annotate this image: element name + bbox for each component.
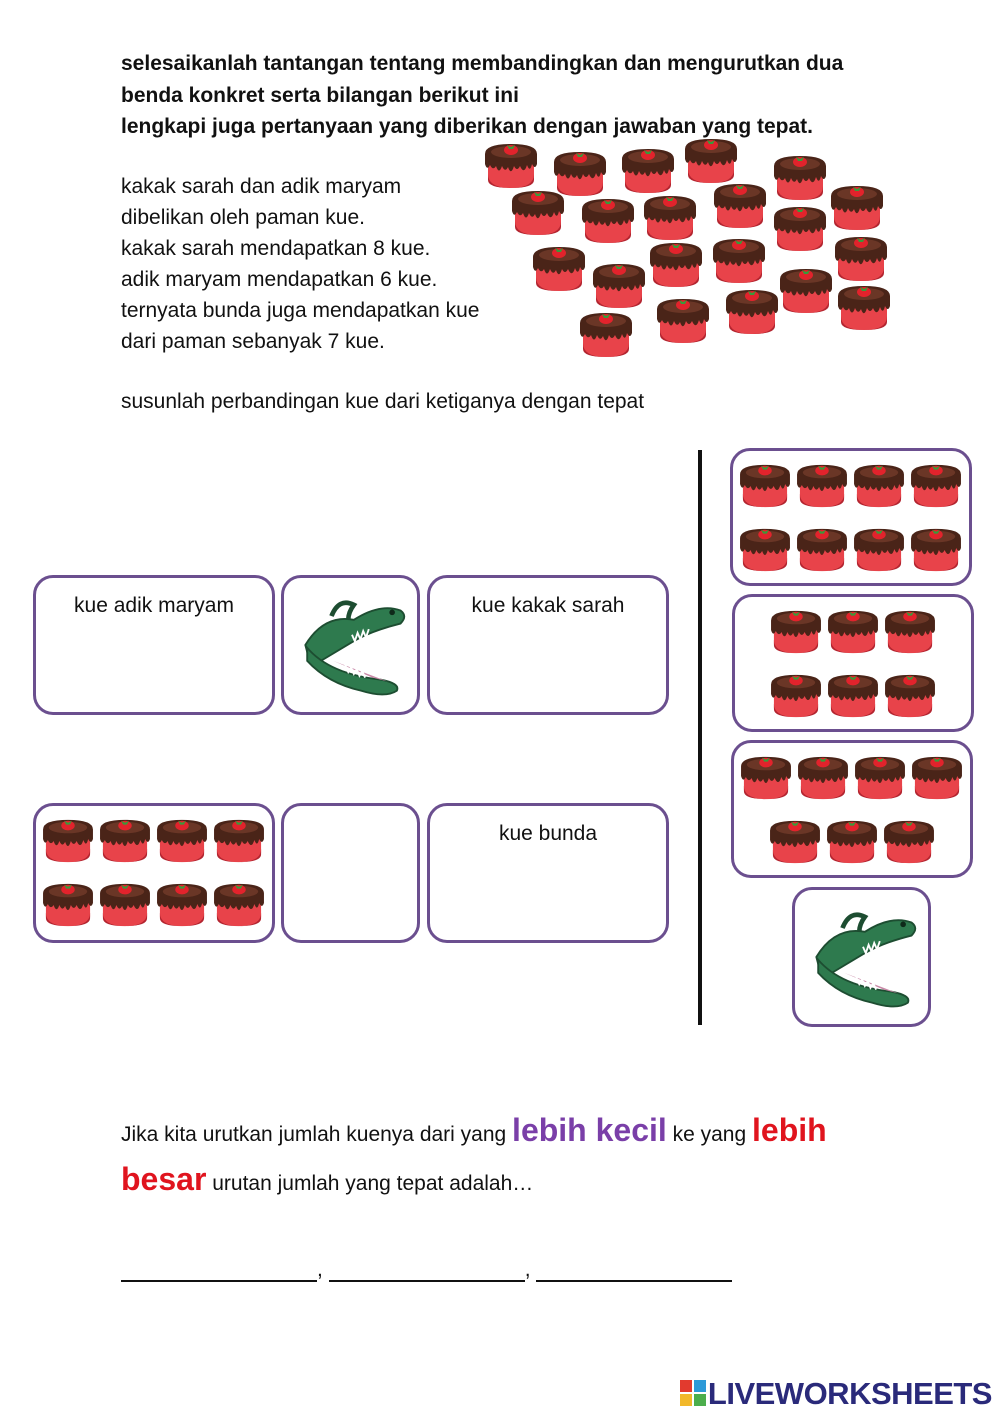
cake-icon: [768, 817, 822, 865]
draggable-cakes-6[interactable]: [732, 594, 974, 732]
cake-icon: [853, 753, 907, 801]
cake-icon: [580, 195, 636, 245]
draggable-crocodile[interactable]: [792, 887, 931, 1027]
cake-icon: [620, 145, 676, 195]
cake-icon: [98, 816, 152, 864]
logo-text: LIVEWORKSHEETS: [707, 1376, 992, 1411]
cake-icon: [836, 282, 892, 332]
comparison-slot-2[interactable]: [281, 803, 420, 943]
cake-icon: [712, 180, 768, 230]
cake-icon: [795, 525, 849, 573]
story-line-3: kakak sarah mendapatkan 8 kue.: [121, 237, 431, 260]
cake-icon: [882, 817, 936, 865]
cake-icon: [483, 140, 539, 190]
drop-box-bunda[interactable]: [427, 803, 669, 943]
draggable-cakes-8[interactable]: [730, 448, 972, 586]
cake-icon: [41, 816, 95, 864]
highlight-lebih-kecil: lebih kecil: [512, 1112, 667, 1148]
cake-icon: [98, 880, 152, 928]
cake-icon: [212, 816, 266, 864]
drop-box-adik-maryam[interactable]: [33, 575, 275, 715]
vertical-divider: [698, 450, 702, 1025]
story-line-4: adik maryam mendapatkan 6 kue.: [121, 268, 438, 291]
cake-icon: [648, 239, 704, 289]
cake-icon: [772, 152, 828, 202]
cake-icon: [510, 187, 566, 237]
draggable-cakes-7[interactable]: [731, 740, 973, 878]
highlight-lebih: lebih: [752, 1112, 827, 1148]
answer-blank-2[interactable]: [329, 1258, 525, 1282]
logo-squares-icon: [680, 1380, 706, 1406]
cake-icon: [909, 461, 963, 509]
cake-icon: [883, 671, 937, 719]
cake-icon: [769, 607, 823, 655]
story-line-2: dibelikan oleh paman kue.: [121, 206, 366, 229]
decorative-cake-pile: [480, 135, 900, 360]
crocodile-greater-than-icon: [296, 592, 408, 698]
cake-icon: [738, 525, 792, 573]
cake-icon: [711, 235, 767, 285]
answer-blank-1[interactable]: [121, 1258, 317, 1282]
cake-icon: [826, 671, 880, 719]
drop-box-cakes-8[interactable]: [33, 803, 275, 943]
heading-line-3: lengkapi juga pertanyaan yang diberikan dengan jawaban yang tepat.: [121, 115, 814, 138]
cake-icon: [739, 753, 793, 801]
cake-icon: [829, 182, 885, 232]
cake-icon: [724, 286, 780, 336]
cake-icon: [591, 260, 647, 310]
story-line-6: dari paman sebanyak 7 kue.: [121, 330, 385, 353]
label-adik-maryam: kue adik maryam: [74, 594, 234, 617]
cake-icon: [825, 817, 879, 865]
cake-icon: [155, 880, 209, 928]
cake-icon: [852, 461, 906, 509]
cake-icon: [738, 461, 792, 509]
question-part-2: ke yang: [666, 1123, 753, 1146]
cake-icon: [826, 607, 880, 655]
cake-icon: [910, 753, 964, 801]
cake-icon: [772, 203, 828, 253]
cake-icon: [683, 135, 739, 185]
comparison-instruction: susunlah perbandingan kue dari ketiganya dengan tepat: [121, 390, 645, 413]
cake-icon: [795, 461, 849, 509]
liveworksheets-logo: [680, 1376, 992, 1412]
cake-icon: [833, 233, 889, 283]
answer-blank-3[interactable]: [536, 1258, 732, 1282]
comparison-slot-1[interactable]: [281, 575, 420, 715]
cake-icon: [769, 671, 823, 719]
story-line-5: ternyata bunda juga mendapatkan kue: [121, 299, 480, 322]
cake-icon: [531, 243, 587, 293]
question-part-1: Jika kita urutkan jumlah kuenya dari yang: [121, 1123, 513, 1146]
crocodile-icon: [807, 904, 919, 1010]
story-text: [121, 171, 479, 357]
cake-icon: [796, 753, 850, 801]
ordering-question: [121, 1108, 921, 1206]
answer-blanks: [121, 1258, 732, 1282]
cake-icon: [883, 607, 937, 655]
cake-icon: [41, 880, 95, 928]
question-part-3: urutan jumlah yang tepat adalah…: [206, 1172, 534, 1195]
cake-icon: [778, 265, 834, 315]
cake-icon: [642, 192, 698, 242]
label-bunda: kue bunda: [498, 822, 598, 845]
cake-icon: [578, 309, 634, 359]
cake-icon: [852, 525, 906, 573]
separator-2: ,: [524, 1258, 531, 1281]
label-kakak-sarah: kue kakak sarah: [471, 594, 625, 617]
cake-icon: [212, 880, 266, 928]
cake-icon: [909, 525, 963, 573]
story-line-1: kakak sarah dan adik maryam: [121, 175, 402, 198]
drop-box-kakak-sarah[interactable]: [427, 575, 669, 715]
heading-line-2: benda konkret serta bilangan berikut ini: [121, 83, 519, 107]
highlight-besar: besar: [121, 1161, 207, 1197]
separator-1: ,: [317, 1258, 323, 1281]
instructions-heading: [121, 48, 951, 143]
cake-icon: [155, 816, 209, 864]
heading-line-1: selesaikanlah tantangan tentang membandingkan dan mengurutkan dua: [121, 52, 844, 75]
cake-icon: [655, 295, 711, 345]
